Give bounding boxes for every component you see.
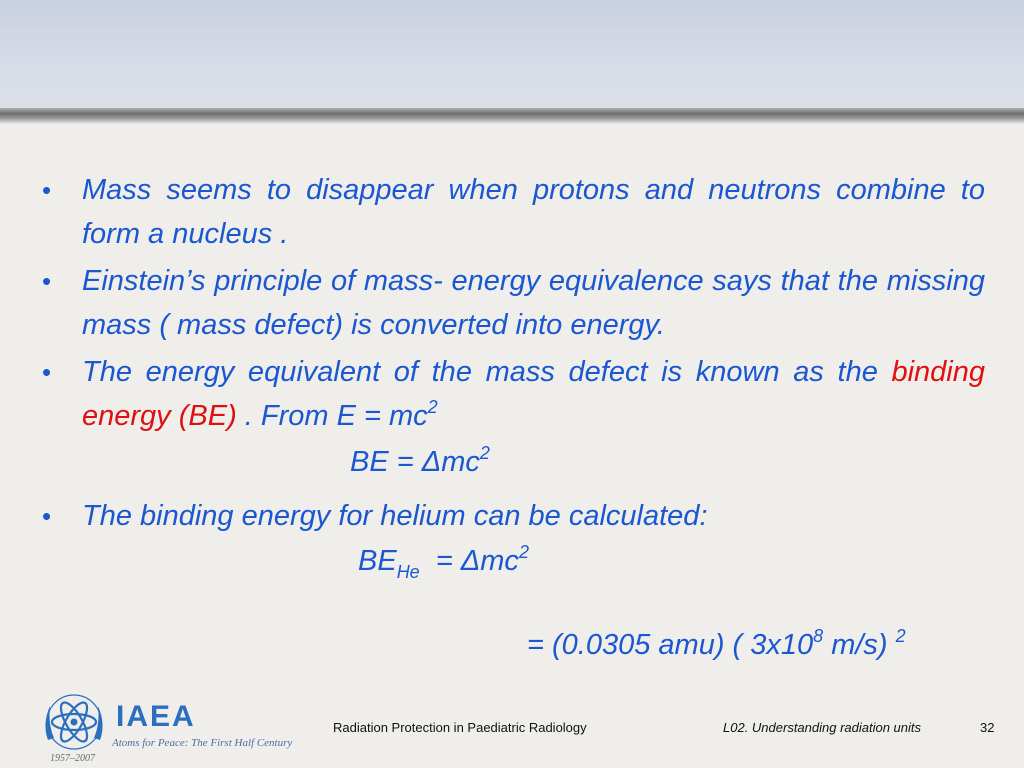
bullet-text-after: . From E = mc [236, 400, 428, 432]
slide-content [40, 168, 985, 441]
exponent: 2 [479, 443, 490, 463]
header-divider [0, 108, 1024, 124]
footer-lecture-title: L02. Understanding radiation units [723, 720, 922, 735]
equation-value: = (0.0305 amu) ( 3x10 [527, 629, 814, 661]
equation-units: m/s) [823, 629, 896, 661]
exponent: 2 [895, 626, 906, 646]
iaea-wordmark: IAEA [116, 700, 196, 733]
header-band [0, 0, 1024, 112]
bullet-dot-icon: • [42, 266, 52, 296]
equation-lhs: BE = Δmc [350, 446, 480, 478]
bullet-text: The binding energy for helium can be calculated: [82, 500, 708, 532]
binding-energy-highlight: binding energy (BE) [82, 356, 985, 432]
bullet-item [40, 494, 985, 538]
bullet-dot-icon: • [42, 357, 52, 387]
bullet-item [40, 259, 985, 347]
bullet-dot-icon: • [42, 175, 52, 205]
logo-tagline: Atoms for Peace: The First Half Century [112, 737, 293, 749]
bullet-text: Einstein’s principle of mass- energy equivalence says that the missing mass ( mass defect) is converted into energy. [82, 265, 985, 341]
equation-be-label: BE [358, 545, 397, 577]
footer-course-title: Radiation Protection in Paediatric Radiology [333, 720, 587, 735]
exponent: 2 [427, 397, 438, 417]
bullet-item [40, 350, 985, 438]
logo-years: 1957–2007 [50, 753, 95, 764]
equation-be [350, 443, 490, 479]
equation-be-helium [358, 542, 529, 582]
bullet-item [40, 168, 985, 256]
slide-content-continued [40, 494, 985, 541]
exponent: 2 [518, 542, 529, 562]
bullet-text: The energy equivalent of the mass defect is known as the [82, 356, 892, 388]
iaea-atom-emblem-icon [40, 688, 120, 758]
equation-rhs: = Δmc [419, 545, 519, 577]
exponent: 8 [813, 626, 824, 646]
footer-page-number: 32 [980, 720, 995, 735]
bullet-dot-icon: • [42, 501, 52, 531]
bullet-text: Mass seems to disappear when protons and neutrons combine to form a nucleus . [82, 174, 985, 250]
equation-numeric [527, 626, 906, 662]
subscript-he: He [396, 562, 420, 582]
